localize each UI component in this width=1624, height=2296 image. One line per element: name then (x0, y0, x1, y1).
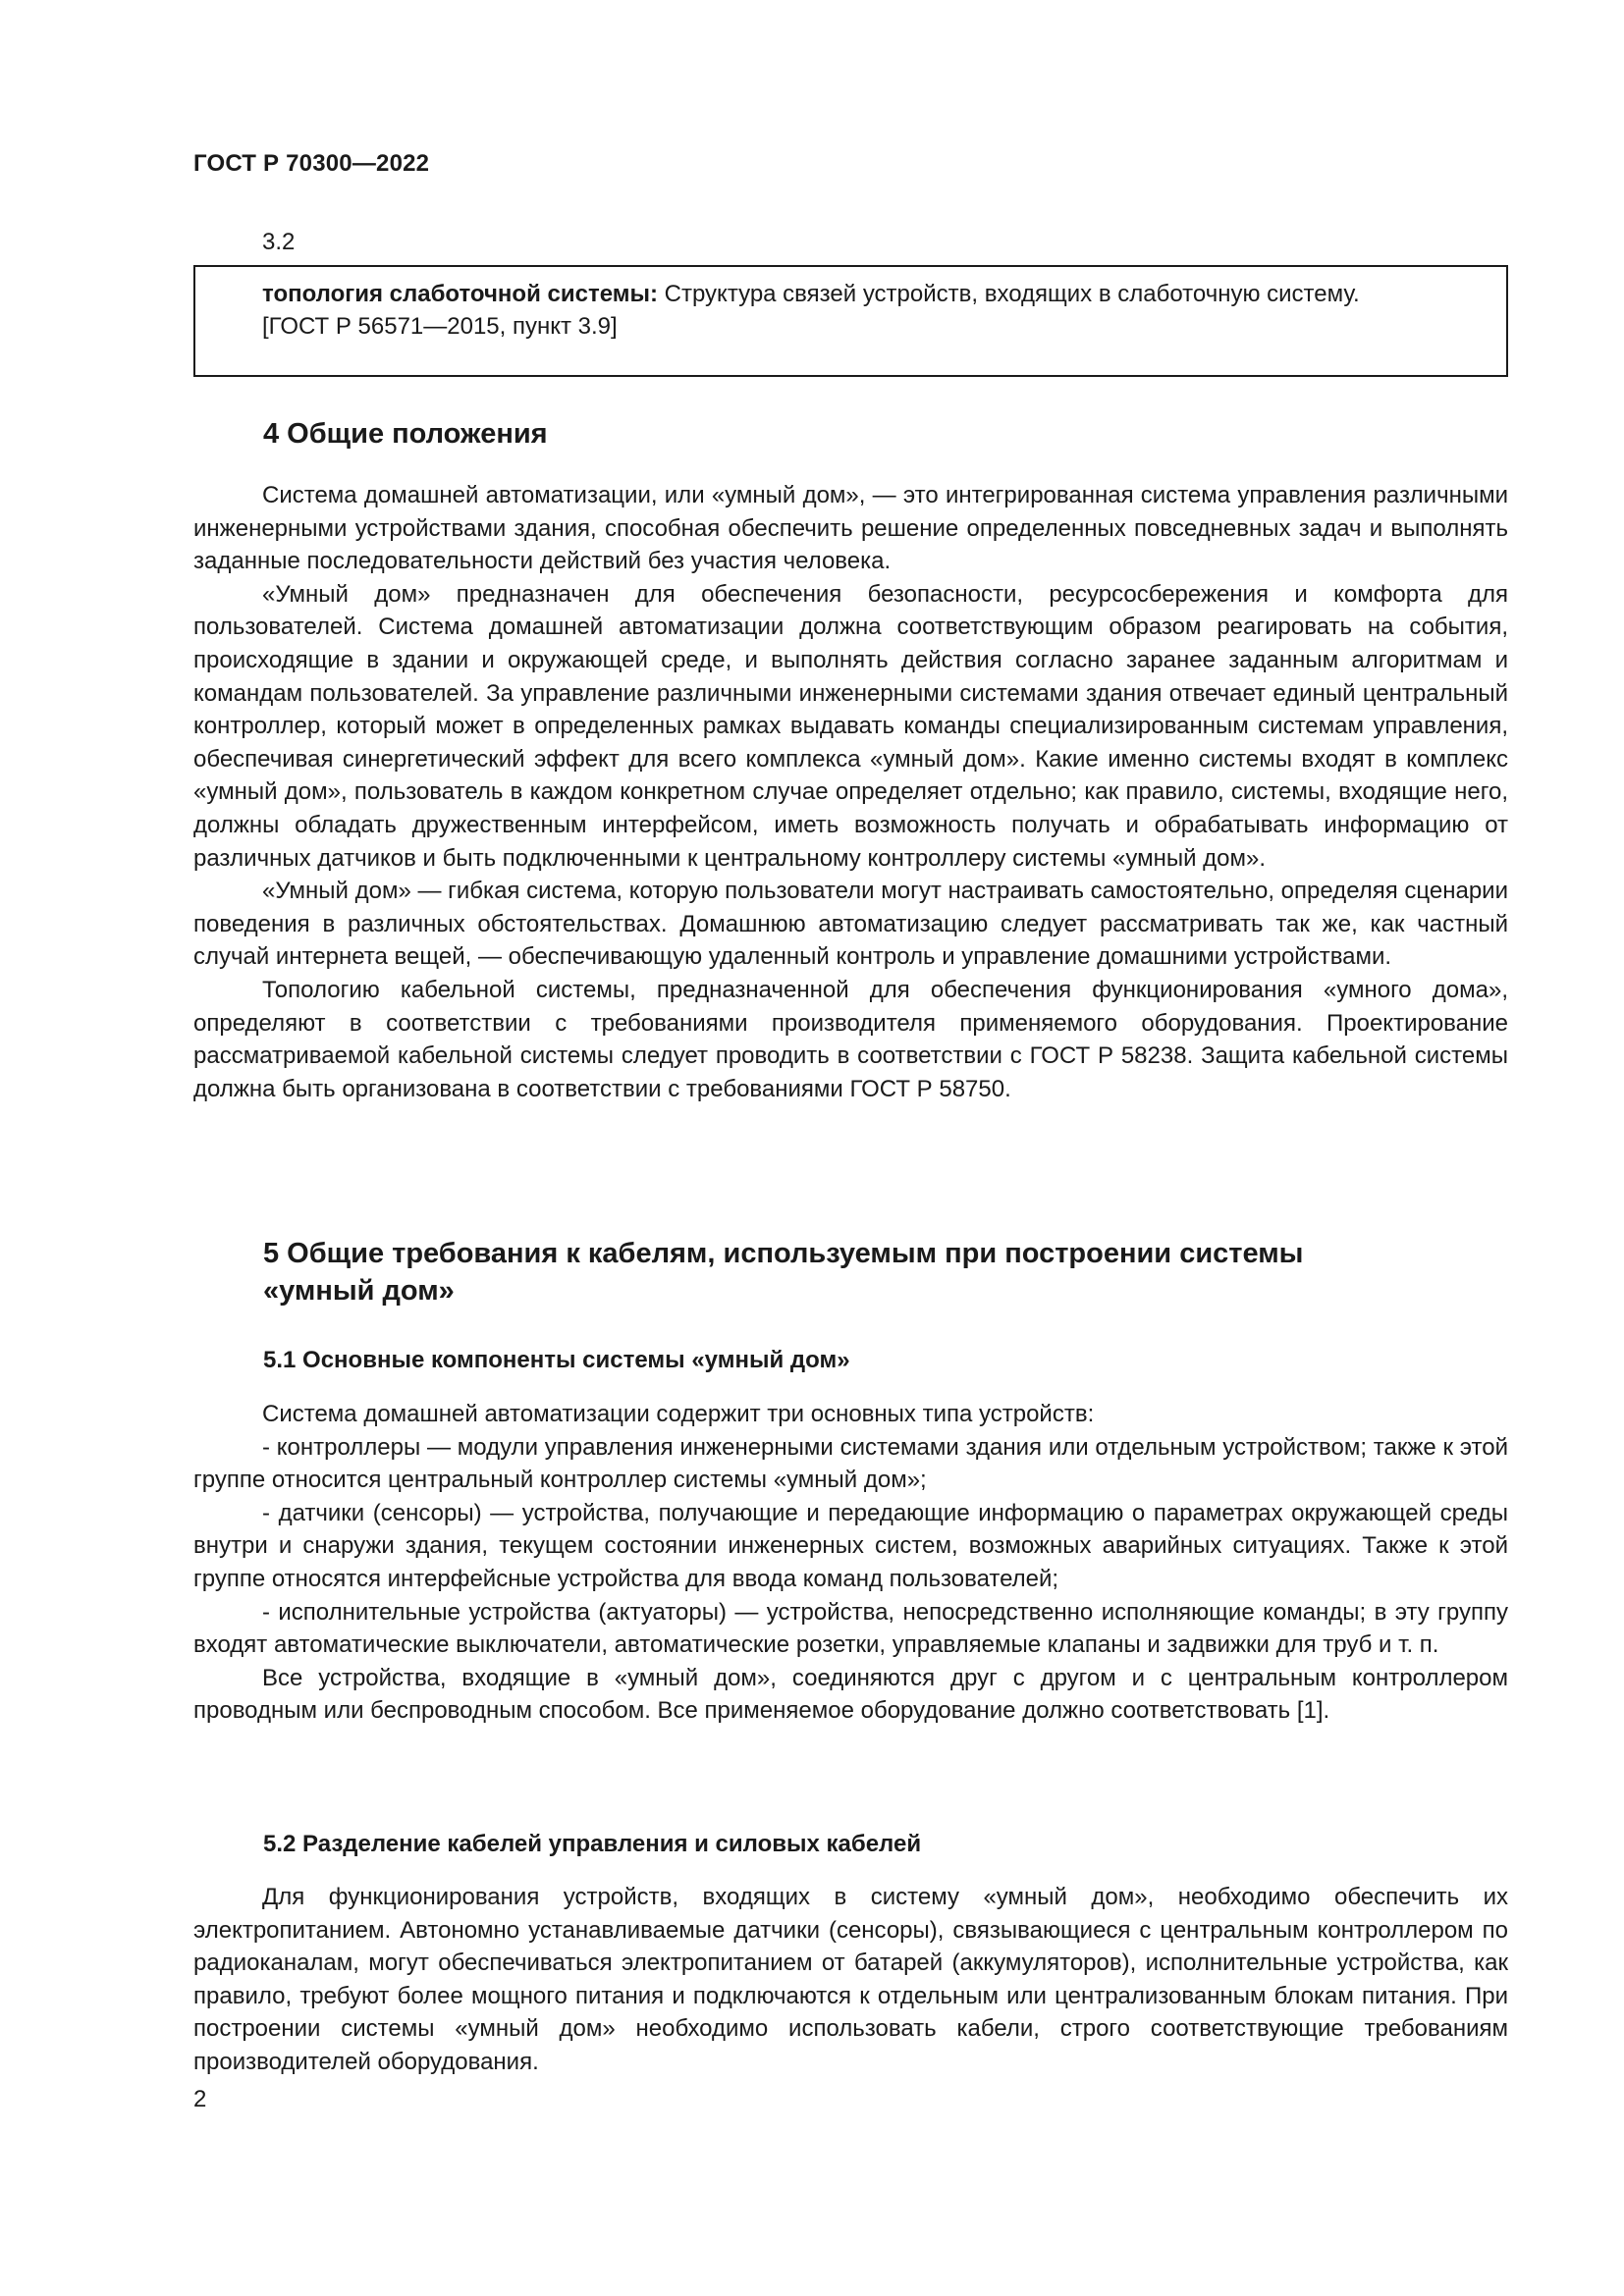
term-source: [ГОСТ Р 56571—2015, пункт 3.9] (262, 313, 618, 340)
term-definition-text: Структура связей устройств, входящих в слаботочную систему. (657, 281, 1360, 307)
section-4-body (193, 479, 1508, 1105)
paragraph: «Умный дом» предназначен для обеспечения безопасности, ресурсосбережения и комфорта для пользователей. Система домашней автоматизации должна соответствующим образом реагировать на события, происходящие в здании и окружающей среде, и выполнять действия согласно заранее заданным алгоритмам и командам пользователей. За управление различными инженерными системами здания отвечает единый центральный контроллер, который может в определенных рамках выдавать команды специализированным системам управления, обеспечивая синергетический эффект для всего комплекса «умный дом». Какие именно системы входят в комплекс «умный дом», пользователь в каждом конкретном случае определяет отдельно; как правило, системы, входящие него, должны обладать дружественным интерфейсом, иметь возможность получать и обрабатывать информацию от различных датчиков и быть подключенными к центральному контроллеру системы «умный дом». (193, 580, 1508, 872)
list-item: - контроллеры — модули управления инженерными системами здания или отдельным устройством; также к этой группе относится центральный контроллер системы «умный дом»; (193, 1433, 1508, 1494)
term-definition-box (193, 265, 1508, 377)
paragraph: Все устройства, входящие в «умный дом», соединяются друг с другом и с центральным контроллером проводным или беспроводным способом. Все применяемое оборудование должно соответствовать [1]. (193, 1664, 1508, 1725)
section-5-title-line-1: 5 Общие требования к кабелям, используемым при построении системы (263, 1238, 1304, 1269)
subsection-5-1-body (193, 1398, 1508, 1728)
paragraph: Система домашней автоматизации содержит три основных типа устройств: (262, 1401, 1095, 1427)
term-definition (215, 278, 1487, 310)
paragraph: Система домашней автоматизации, или «умный дом», — это интегрированная система управления различными инженерными устройствами здания, способная обеспечить решение определенных повседневных задач и выполнять заданные последовательности действий без участия человека. (193, 482, 1508, 575)
section-4-title: 4 Общие положения (263, 418, 548, 450)
term-name: топология слаботочной системы: (262, 281, 658, 307)
term-number: 3.2 (262, 229, 296, 255)
subsection-5-2-title: 5.2 Разделение кабелей управления и силовых кабелей (263, 1831, 922, 1857)
paragraph: Для функционирования устройств, входящих в систему «умный дом», необходимо обеспечить их электропитанием. Автономно устанавливаемые датчики (сенсоры), связывающиеся с центральным контроллером по радиоканалам, могут обеспечиваться электропитанием от батарей (аккумуляторов), исполнительные устройства, как правило, требуют более мощного питания и подключаются к отдельным или централизованным блокам питания. При построении системы «умный дом» необходимо использовать кабели, строго соответствующие требованиям производителей оборудования. (193, 1884, 1508, 2075)
list-item: - датчики (сенсоры) — устройства, получающие и передающие информацию о параметрах окружающей среды внутри и снаружи здания, текущем состоянии инженерных систем, возможных аварийных ситуациях. Также к этой группе относятся интерфейсные устройства для ввода команд пользователей; (193, 1499, 1508, 1592)
subsection-5-2-body (193, 1881, 1508, 2079)
subsection-5-1-title: 5.1 Основные компоненты системы «умный дом» (263, 1347, 850, 1373)
page-number: 2 (193, 2086, 207, 2112)
paragraph: «Умный дом» — гибкая система, которую пользователи могут настраивать самостоятельно, определяя сценарии поведения в различных обстоятельствах. Домашнюю автоматизацию следует рассматривать так же, как частный случай интернета вещей, — обеспечивающую удаленный контроль и управление домашними устройствами. (193, 878, 1508, 971)
paragraph: Топологию кабельной системы, предназначенной для обеспечения функционирования «умного дома», определяют в соответствии с требованиями производителя применяемого оборудования. Проектирование рассматриваемой кабельной системы следует проводить в соответствии с ГОСТ Р 58238. Защита кабельной системы должна быть организована в соответствии с требованиями ГОСТ Р 58750. (193, 976, 1508, 1102)
list-item: - исполнительные устройства (актуаторы) — устройства, непосредственно исполняющие команды; в эту группу входят автоматические выключатели, автоматические розетки, управляемые клапаны и задвижки для труб и т. п. (193, 1598, 1508, 1659)
document-header: ГОСТ Р 70300—2022 (193, 150, 430, 177)
section-5-title (263, 1235, 1500, 1309)
section-5-title-line-2: «умный дом» (263, 1275, 455, 1307)
